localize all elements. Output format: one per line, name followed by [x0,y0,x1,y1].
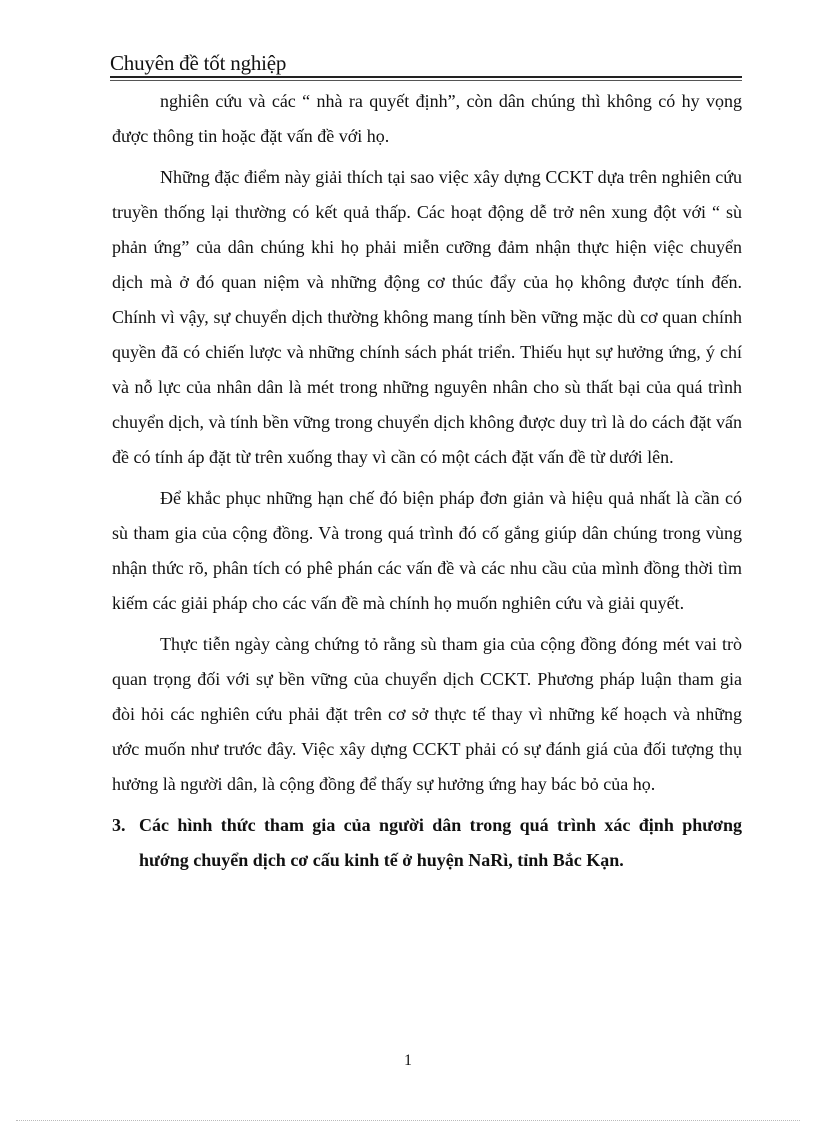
section-number: 3. [112,815,126,835]
section-heading-text: Các hình thức tham gia của người dân trong quá trình xác định phương hướng chuyển dịch cơ cấu kinh tế ở huyện NaRì, tỉnh Bắc Kạn. [139,815,742,870]
paragraph-4: Thực tiễn ngày càng chứng tỏ rằng sù tham gia của cộng đồng đóng mét vai trò quan trọng đối với sự bền vững của chuyển dịch CCKT. Phương pháp luận tham gia đòi hỏi các nghiên cứu phải đặt trên cơ sở thực tế thay vì những kế hoạch và những ước muốn như trước đây. Việc xây dựng CCKT phải có sự đánh giá của đối tượng thụ hưởng là người dân, là cộng đồng để thấy sự hưởng ứng hay bác bỏ của họ. [112,634,742,794]
document-body [112,84,742,878]
header-rule [110,76,742,81]
page-header [110,50,742,81]
page-number: 1 [404,1052,412,1069]
paragraph-2: Những đặc điểm này giải thích tại sao việc xây dựng CCKT dựa trên nghiên cứu truyền thống lại thường có kết quả thấp. Các hoạt động dễ trở nên xung đột với “ sù phản ứng” của dân chúng khi họ phải miễn cưỡng đảm nhận thực hiện việc chuyển dịch mà ở đó quan niệm và những động cơ thúc đẩy của họ không được tính đến. Chính vì vậy, sự chuyển dịch thường không mang tính bền vững mặc dù cơ quan chính quyền đã có chiến lược và những chính sách phát triển. Thiếu hụt sự hưởng ứng, ý chí và nỗ lực của nhân dân là mét trong những nguyên nhân cho sù thất bại của quá trình chuyển dịch, và tính bền vững trong chuyển dịch không được duy trì là do cách đặt vấn đề có tính áp đặt từ trên xuống thay vì cần có một cách đặt vấn đề từ dưới lên. [112,167,742,467]
page-bottom-border [16,1120,800,1121]
section-heading [112,808,742,878]
paragraph-1: nghiên cứu và các “ nhà ra quyết định”, còn dân chúng thì không có hy vọng được thông tin hoặc đặt vấn đề với họ. [112,91,742,146]
header-title: Chuyên đề tốt nghiệp [110,51,287,75]
paragraph-3: Để khắc phục những hạn chế đó biện pháp đơn giản và hiệu quả nhất là cần có sù tham gia của cộng đồng. Và trong quá trình đó cố gắng giúp dân chúng trong vùng nhận thức rõ, phân tích có phê phán các vấn đề và các nhu cầu của mình đồng thời tìm kiếm các giải pháp cho các vấn đề mà chính họ muốn nghiên cứu và giải quyết. [112,488,742,613]
